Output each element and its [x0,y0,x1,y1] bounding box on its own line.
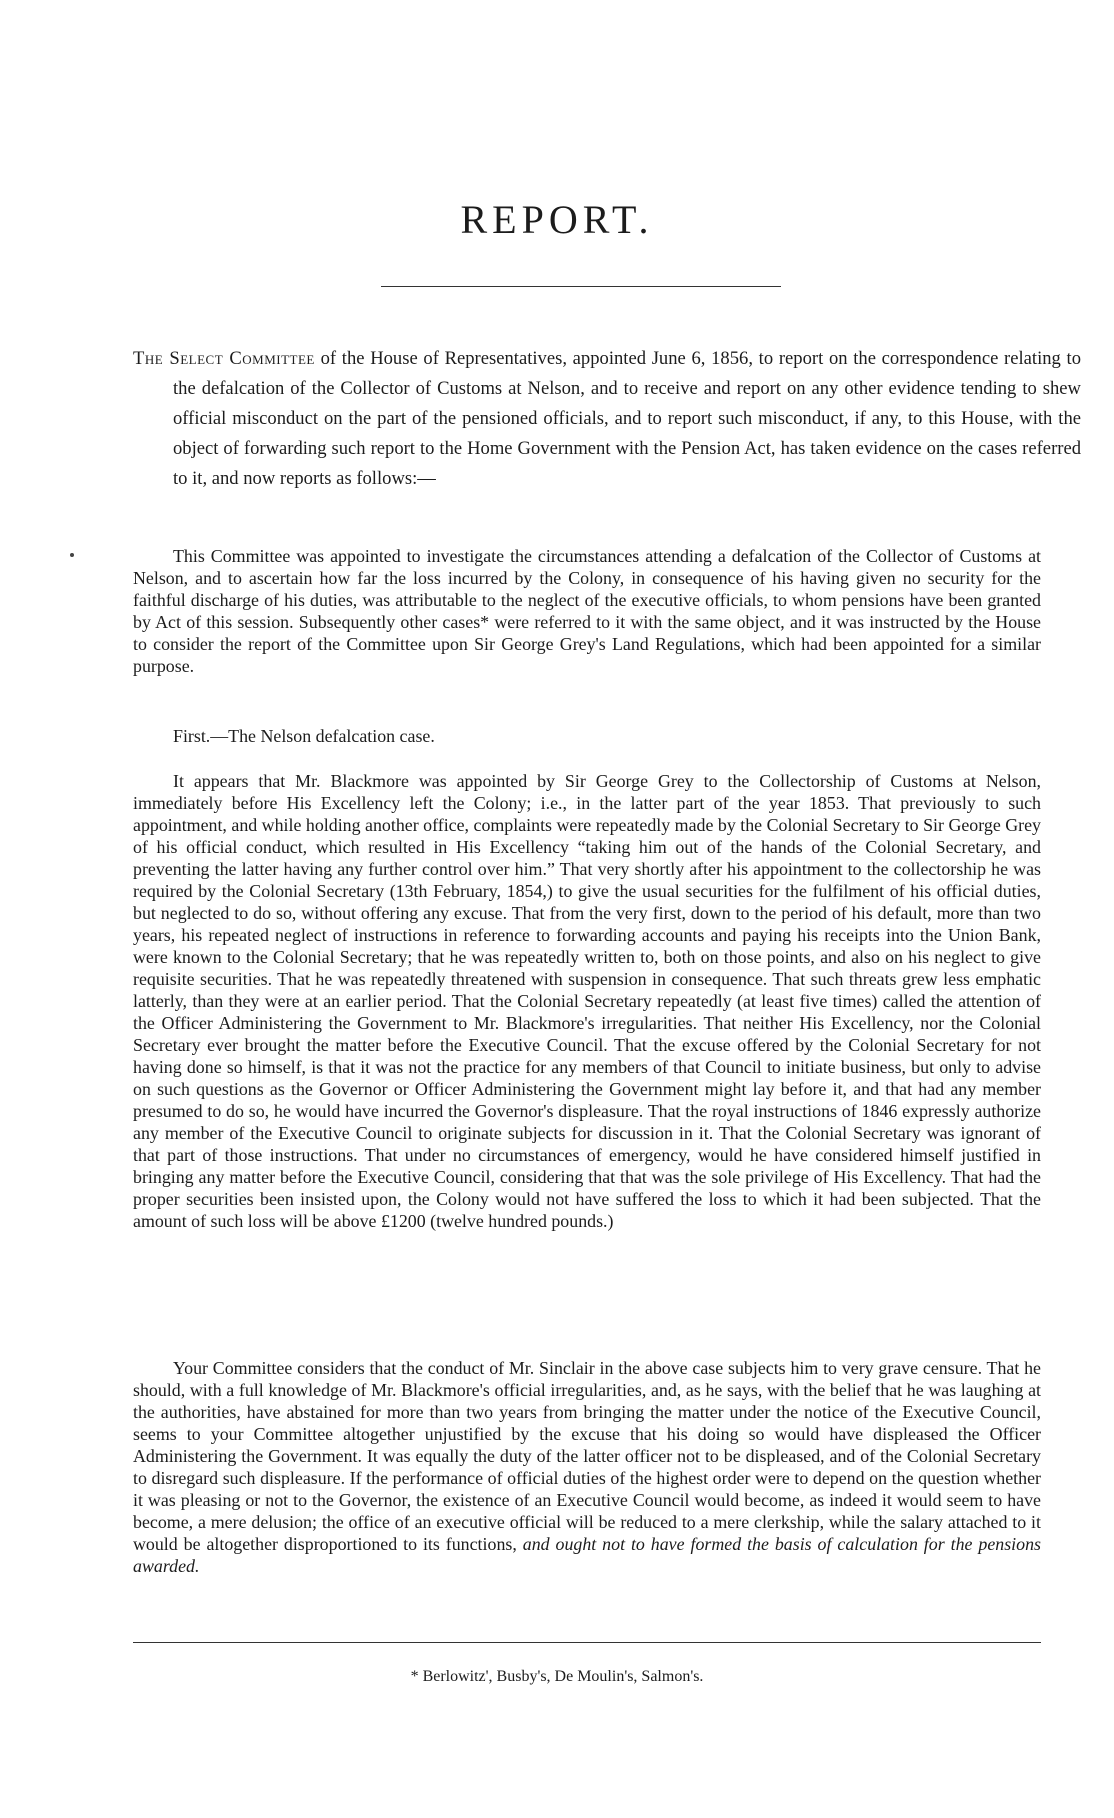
censure-text: Your Committee considers that the conduct of Mr. Sinclair in the above case subjects him to very grave censure. That he should, with a full knowledge of Mr. Blackmore's official irregularities, and, as he says, with the belief that he was laughing at the authorities, have abstained for more than two years from bringing the matter under the notice of the Executive Council, seems to your Committee altogether unjustified by the excuse that his doing so would have displeased the Officer Administering the Government. It was equally the duty of the latter officer not to be displeased, and of the Colonial Secretary to disregard such displeasure. If the performance of official duties of the highest order were to depend on the question whether it was pleasing or not to the Governor, the existence of an Executive Council would become, as indeed it would seem to have become, a mere delusion; the office of an executive official will be reduced to a mere clerkship, while the salary attached to it would be altogether disproportioned to its functions, [133,1358,1041,1554]
report-title: REPORT. [460,197,654,242]
intro-text: of the House of Representatives, appointed June 6, 1856, to report on the correspondence relating to the defalcation of the Collector of Customs at Nelson, and to receive and report on any other evidence tending to shew official misconduct on the part of the pensioned officials, and to report such misconduct, if any, to this House, with the object of forwarding such report to the Home Government with the Pension Act, has taken evidence on the cases referred to it, and now reports as follows:— [173,348,1081,489]
censure-italic: and ought not to have formed the basis of calculation for the pensions awarded. [133,1534,1041,1576]
margin-dot [70,553,74,557]
section-heading-nelson: First.—The Nelson defalcation case. [173,726,435,746]
paragraph-appointment: This Committee was appointed to investigate the circumstances attending a defalcation of the Collector of Customs at Nelson, and to ascertain how far the loss incurred by the Colony, in consequence of his having given no security for the faithful discharge of his duties, was attributable to the neglect of the executive officials, to whom pensions have been granted by Act of this session. Subsequently other cases* were referred to it with the same object, and it was instructed by the House to consider the report of the Committee upon Sir George Grey's Land Regulations, which had been appointed for a similar purpose. [133,546,1041,676]
title-rule [381,286,781,287]
footnote: * Berlowitz', Busby's, De Moulin's, Salmon's. [410,1668,704,1685]
footnote-rule [133,1642,1041,1643]
intro-lead: The Select Committee [133,348,315,369]
paragraph-findings: It appears that Mr. Blackmore was appointed by Sir George Grey to the Collectorship of Customs at Nelson, immediately before His Excellency left the Colony; i.e., in the latter part of the year 1853. That previously to such appointment, and while holding another office, complaints were repeatedly made by the Colonial Secretary to Sir George Grey of his official conduct, which resulted in His Excellency “taking him out of the hands of the Colonial Secretary, and preventing the latter having any further control over him.” That very shortly after his appointment to the collectorship he was required by the Colonial Secretary (13th February, 1854,) to give the usual securities for the fulfilment of his official duties, but neglected to do so, without offering any excuse. That from the very first, down to the period of his default, more than two years, his repeated neglect of instructions in reference to forwarding accounts and paying his receipts into the Union Bank, were known to the Colonial Secretary; that he was repeatedly written to, both on those points, and also on his neglect to give requisite securities. That he was repeatedly threatened with suspension in consequence. That such threats grew less emphatic latterly, than they were at an earlier period. That the Colonial Secretary repeatedly (at least five times) called the attention of the Officer Administering the Government to Mr. Blackmore's irregularities. That neither His Excellency, nor the Colonial Secretary ever brought the matter before the Executive Council. That the excuse offered by the Colonial Secretary for not having done so himself, is that it was not the practice for any members of that Council to initiate business, but only to advise on such questions as the Governor or Officer Administering the Government might lay before it, and that had any member presumed to do so, he would have incurred the Governor's displeasure. That the royal instructions of 1846 expressly authorize any member of the Executive Council to originate subjects for discussion in it. That the Colonial Secretary was ignorant of that part of those instructions. That under no circumstances of emergency, would he have considered himself justified in bringing any matter before the Executive Council, considering that that was the sole privilege of His Excellency. That had the proper securities been insisted upon, the Colony would not have suffered the loss to which it had been subjected. That the amount of such loss will be above £1200 (twelve hundred pounds.) [133,771,1042,1231]
paragraph-censure [133,1357,1041,1577]
committee-intro [133,344,1081,494]
